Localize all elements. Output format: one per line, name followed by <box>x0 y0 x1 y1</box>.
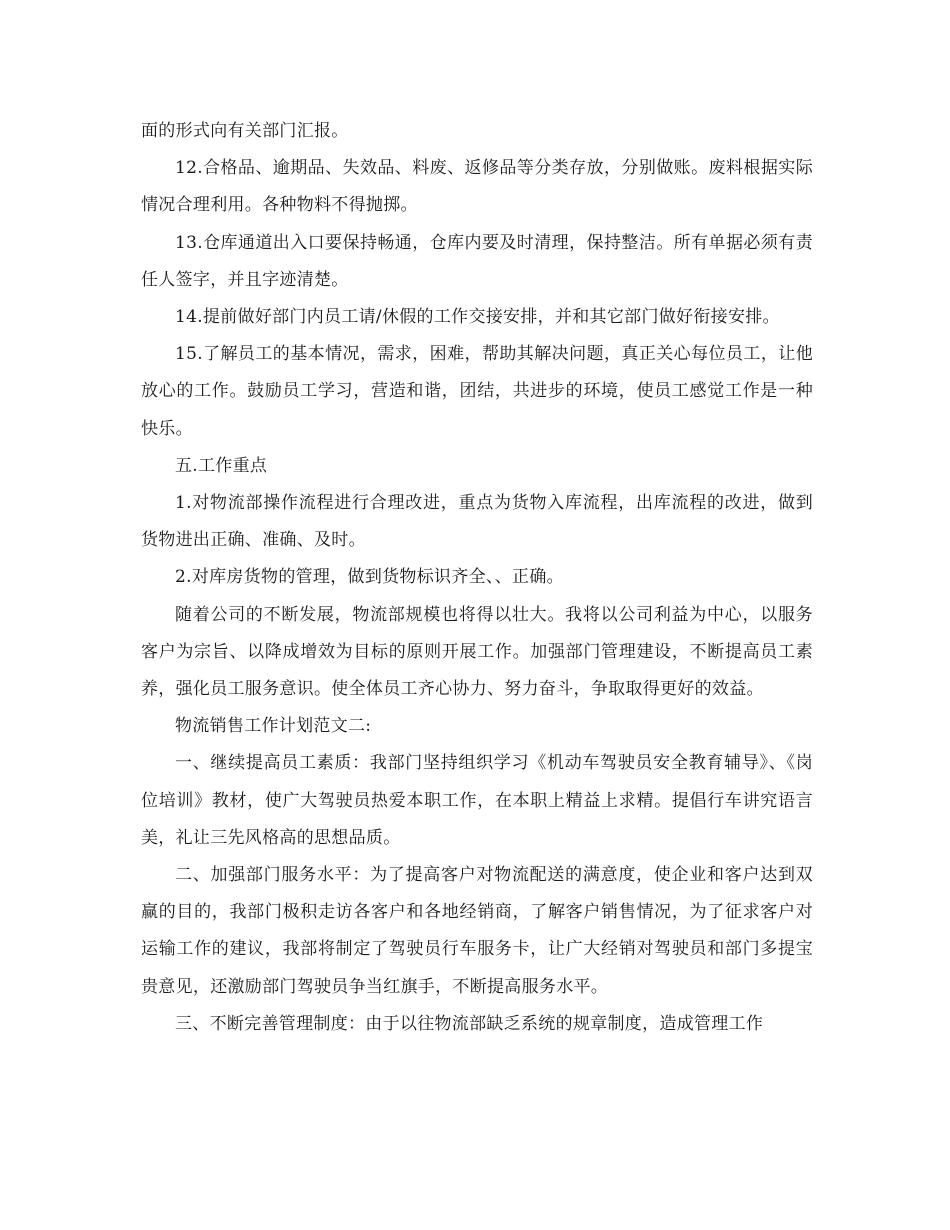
paragraph: 12.合格品、逾期品、失效品、料废、返修品等分类存放，分别做账。废料根据实际情况合理利用。各种物料不得抛掷。 <box>141 158 813 216</box>
paragraph: 面的形式向有关部门汇报。 <box>141 121 349 141</box>
paragraph: 1.对物流部操作流程进行合理改进，重点为货物入库流程，出库流程的改进，做到货物进出正确、准确、及时。 <box>141 493 813 551</box>
section-heading: 物流销售工作计划范文二: <box>175 716 372 737</box>
document-body <box>141 113 813 1043</box>
paragraph: 一、继续提高员工素质：我部门坚持组织学习《机动车驾驶员安全教育辅导》、《岗位培训》教材，使广大驾驶员热爱本职工作，在本职上精益上求精。提倡行车讲究语言美，礼让三先风格高的思想品质。 <box>141 753 813 848</box>
paragraph: 14.提前做好部门内员工请/休假的工作交接安排，并和其它部门做好衔接安排。 <box>175 307 780 328</box>
paragraph: 二、加强部门服务水平：为了提高客户对物流配送的满意度，使企业和客户达到双赢的目的，我部门极积走访各客户和各地经销商，了解客户销售情况，为了征求客户对运输工作的建议，我部将制定了驾驶员行车服务卡，让广大经销对驾驶员和部门多提宝贵意见，还激励部门驾驶员争当红旗手，不断提高服务水平。 <box>141 865 813 997</box>
section-heading: 五.工作重点 <box>175 455 268 476</box>
paragraph: 随着公司的不断发展，物流部规模也将得以壮大。我将以公司利益为中心，以服务客户为宗旨、以降成增效为目标的原则开展工作。加强部门管理建设，不断提高员工素养，强化员工服务意识。使全体员工齐心协力、努力奋斗，争取取得更好的效益。 <box>141 604 813 700</box>
paragraph: 三、不断完善管理制度：由于以往物流部缺乏系统的规章制度，造成管理工作 <box>175 1013 764 1034</box>
paragraph: 15.了解员工的基本情况，需求，困难，帮助其解决问题，真正关心每位员工，让他放心的工作。鼓励员工学习，营造和谐，团结，共进步的环境，使员工感觉工作是一种快乐。 <box>141 344 813 439</box>
paragraph: 2.对库房货物的管理，做到货物标识齐全、、正确。 <box>175 567 564 588</box>
paragraph: 13.仓库通道出入口要保持畅通，仓库内要及时清理，保持整洁。所有单据必须有责任人签字，并且字迹清楚。 <box>141 232 813 290</box>
